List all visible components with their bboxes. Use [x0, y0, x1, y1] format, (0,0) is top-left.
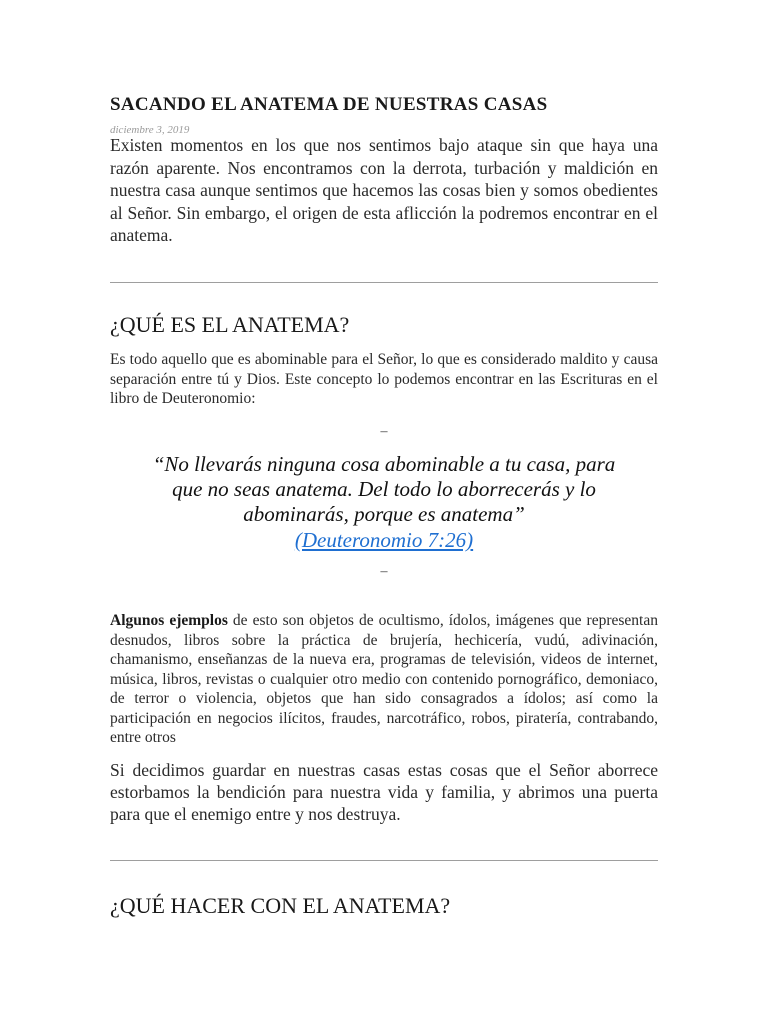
section-divider: [110, 282, 658, 283]
quote-separator-top: –: [380, 424, 388, 439]
article-date: diciembre 3, 2019: [110, 124, 190, 136]
article-title: SACANDO EL ANATEMA DE NUESTRAS CASAS: [110, 94, 548, 115]
closing-paragraph: Si decidimos guardar en nuestras casas estas cosas que el Señor aborrece estorbamos la bendición para nuestra vida y familia, y abrimos una puerta para que el enemigo entre y nos destruya.: [110, 760, 658, 824]
quote-line: que no seas anatema. Del todo lo aborrecerás y lo: [172, 477, 596, 501]
intro-paragraph: Existen momentos en los que nos sentimos bajo ataque sin que haya una razón aparente. Nos encontramos con la derrota, turbación y maldición en nuestra casa aunque sentimos que hacemos las cosas bien y somos obedientes al Señor. Sin embargo, el origen de esta aflicción la podremos encontrar en el anatema.: [110, 135, 658, 245]
section-heading-what-to-do: ¿QUÉ HACER CON EL ANATEMA?: [110, 893, 451, 918]
quote-reference: [110, 528, 658, 553]
examples-text: de esto son objetos de ocultismo, ídolos, imágenes que representan desnudos, libros sobre la práctica de brujería, hechicería, vudú, adivinación, chamanismo, enseñanzas de la nueva era, programas de televisión, videos de internet, música, libros, revistas o cualquier otro medio con contenido pornográfico, demoniaco, de terror o violencia, objetos que han sido consagrados a ídolos; así como la participación en negocios ilícitos, fraudes, narcotráfico, robos, piratería, contrabando, entre otros: [110, 612, 658, 746]
quote-line: abominarás, porque es anatema”: [243, 502, 525, 526]
scripture-reference-link[interactable]: (Deuteronomio 7:26): [294, 528, 474, 552]
quote-separator-bottom: –: [380, 564, 388, 579]
section-heading-what-is: ¿QUÉ ES EL ANATEMA?: [110, 312, 350, 337]
section-divider: [110, 860, 658, 861]
examples-label: Algunos ejemplos: [110, 612, 228, 629]
quote-line: “No llevarás ninguna cosa abominable a tu casa, para: [152, 452, 616, 476]
definition-paragraph: Es todo aquello que es abominable para el Señor, lo que es considerado maldito y causa separación entre tú y Dios. Este concepto lo podemos encontrar en las Escrituras en el libro de Deuteronomio:: [110, 351, 658, 407]
examples-paragraph: [110, 611, 658, 748]
scripture-quote: [110, 452, 658, 527]
